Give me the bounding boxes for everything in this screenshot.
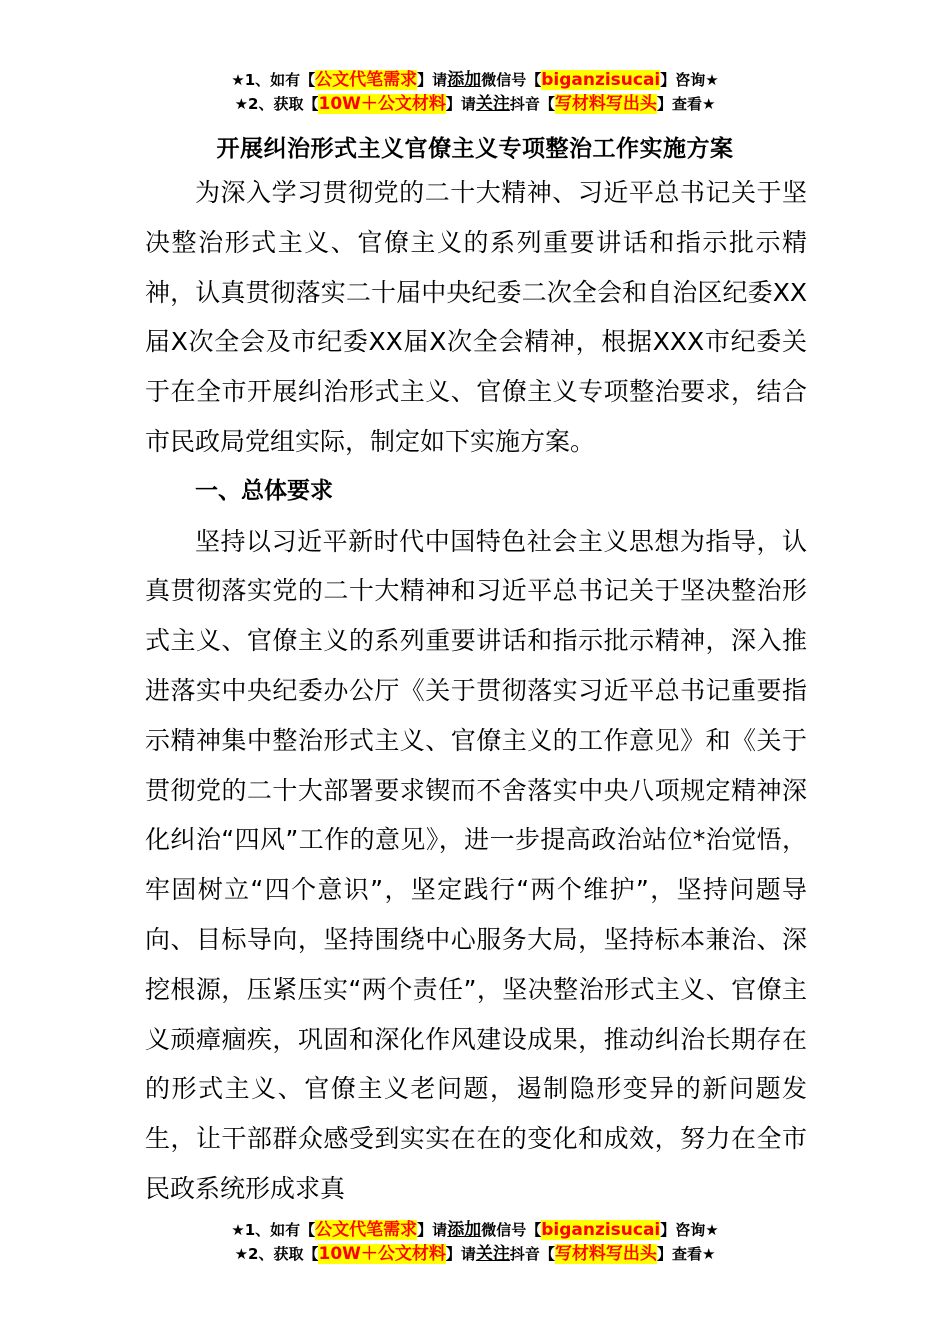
promo-banner-top — [0, 68, 950, 116]
section-paragraph: 坚持以习近平新时代中国特色社会主义思想为指导，认真贯彻落实党的二十大精神和习近平总书记关于坚决整治形式主义、官僚主义的系列重要讲话和指示批示精神，深入推进落实中央纪委办公厅《关于贯彻落实习近平总书记重要指示精神集中整治形式主义、官僚主义的工作意见》和《关于贯彻党的二十大部署要求锲而不舍落实中央八项规定精神深化纠治“四风”工作的意见》，进一步提高政治站位*治觉悟，牢固树立“四个意识”，坚定践行“两个维护”，坚持问题导向、目标导向，坚持围绕中心服务大局，坚持标本兼治、深挖根源，压紧压实“两个责任”，坚决整治形式主义、官僚主义顽瘴痼疾，巩固和深化作风建设成果，推动纠治长期存在的形式主义、官僚主义老问题，遏制隐形变异的新问题发生，让干部群众感受到实实在在的变化和成效，努力在全市民政系统形成求真 — [145, 526, 807, 1203]
promo-banner-bottom — [0, 1218, 950, 1266]
promo-line-1 — [0, 68, 950, 92]
star-icon: ★ — [701, 95, 716, 113]
promo-text: 获取【 — [273, 95, 319, 113]
promo-highlight-id: 写材料写出头 — [554, 1244, 657, 1264]
promo-text: 】查看 — [656, 95, 702, 113]
promo-highlight: 10W＋公文材料 — [318, 1244, 446, 1264]
promo-text: 】请 — [417, 1221, 448, 1239]
promo-highlight: 10W＋公文材料 — [318, 94, 446, 114]
promo-text: 】咨询 — [660, 1221, 706, 1239]
document-title: 开展纠治形式主义官僚主义专项整治工作实施方案 — [216, 136, 734, 162]
star-icon: ★ — [231, 71, 245, 89]
promo-text: 抖音【 — [509, 95, 555, 113]
promo-underline: 关注 — [475, 1244, 510, 1264]
promo-number: 1、 — [244, 71, 271, 89]
star-icon: ★ — [231, 1221, 245, 1239]
promo-line-2 — [0, 1242, 950, 1266]
star-icon: ★ — [234, 95, 249, 113]
promo-highlight-id: 写材料写出头 — [554, 94, 657, 114]
star-icon: ★ — [705, 1221, 719, 1239]
star-icon: ★ — [234, 1245, 249, 1263]
promo-highlight-id: biganzisucai — [541, 1220, 661, 1240]
promo-underline: 添加 — [447, 70, 482, 90]
promo-text: 获取【 — [273, 1245, 319, 1263]
promo-text: 微信号【 — [481, 1221, 542, 1239]
star-icon: ★ — [705, 71, 719, 89]
promo-line-1 — [0, 1218, 950, 1242]
promo-text: 】请 — [417, 71, 448, 89]
promo-highlight-id: biganzisucai — [541, 70, 661, 90]
promo-number: 2、 — [248, 95, 274, 113]
promo-number: 2、 — [248, 1245, 274, 1263]
promo-text: 】咨询 — [660, 71, 706, 89]
promo-text: 抖音【 — [509, 1245, 555, 1263]
promo-number: 1、 — [244, 1221, 271, 1239]
promo-underline: 添加 — [447, 1220, 482, 1240]
promo-text: 如有【 — [270, 71, 316, 89]
intro-paragraph: 为深入学习贯彻党的二十大精神、习近平总书记关于坚决整治形式主义、官僚主义的系列重要讲话和指示批示精神，认真贯彻落实二十届中央纪委二次全会和自治区纪委XX届X次全会及市纪委XX届X次全会精神，根据XXX市纪委关于在全市开展纠治形式主义、官僚主义专项整治要求，结合市民政局党组实际，制定如下实施方案。 — [145, 178, 807, 456]
promo-text: 如有【 — [270, 1221, 316, 1239]
document-body — [145, 168, 807, 1214]
promo-text: 】请 — [445, 1245, 476, 1263]
promo-underline: 关注 — [475, 94, 510, 114]
promo-highlight: 公文代笔需求 — [315, 70, 418, 90]
promo-highlight: 公文代笔需求 — [315, 1220, 418, 1240]
star-icon: ★ — [701, 1245, 716, 1263]
promo-text: 】请 — [445, 95, 476, 113]
promo-text: 微信号【 — [481, 71, 542, 89]
promo-line-2 — [0, 92, 950, 116]
section-heading: 一、总体要求 — [195, 477, 333, 504]
promo-text: 】查看 — [656, 1245, 702, 1263]
